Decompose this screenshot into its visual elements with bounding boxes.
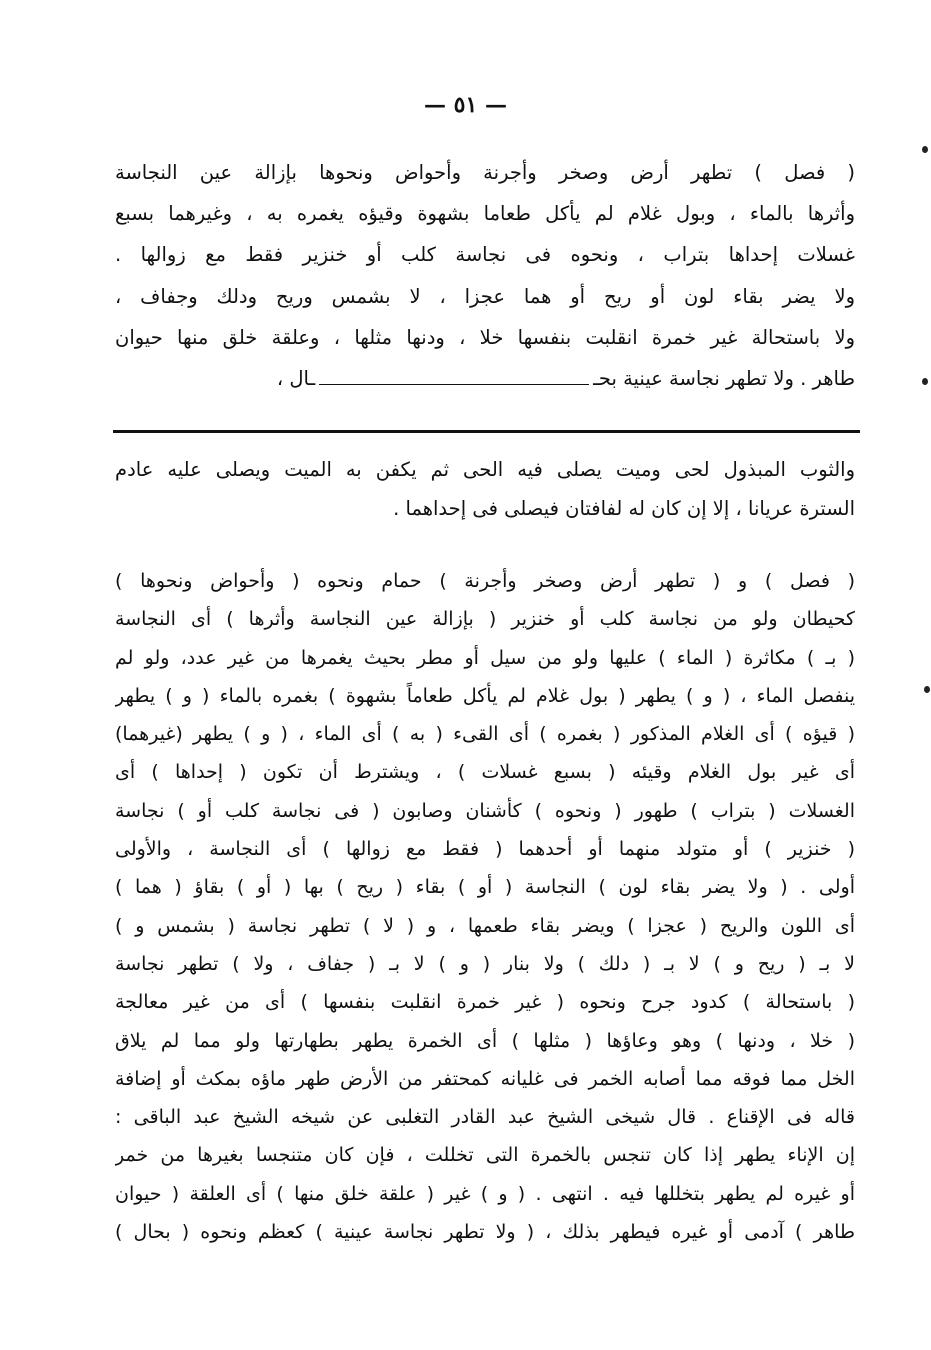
commentary-line: ( خلا ، ودنها ) وهو وعاؤها ( مثلها ) أى الخمرة يطهر بطهارتها ولو مما لم يلاق <box>115 1029 855 1052</box>
continuation-line: السترة عريانا ، إلا إن كان له لفافتان فيصلى فى إحداهما . <box>393 497 855 520</box>
matn-line: ولا يضر بقاء لون أو ريح أو هما عجزا ، لا بشمس وريح ودلك وجفاف ، <box>115 284 855 308</box>
commentary-line: إن الإناء يطهر إذا كان تنجس بالخمرة التى تخللت ، فإن كان متنجسا بغيرها من خمر <box>115 1144 855 1167</box>
matn-line: ( فصل ) تطهر أرض وصخر وأجرنة وأحواض ونحوها بإزالة عين النجاسة <box>115 161 855 184</box>
commentary-text <box>115 562 855 1251</box>
continuation-line: والثوب المبذول لحى وميت يصلى فيه الحى ثم يكفن به الميت ويصلى عليه عادم <box>115 458 855 481</box>
commentary-line: أو غيره لم يطهر بتخللها فيه . انتهى . ( و ) غير ( علقة خلق منها ) أى العلقة ( حيوان <box>115 1182 855 1205</box>
margin-ink-dot <box>922 378 928 385</box>
continuation-text <box>115 450 855 528</box>
commentary-line: لا بـ ( ريح و ) لا بـ ( دلك ) ولا بنار ( و ) لا بـ ( جفاف ، ولا ) تطهر نجاسة <box>115 952 855 975</box>
commentary-line: الغسلات ( بتراب ) طهور ( ونحوه ) كأشنان وصابون ( فى نجاسة كلب أو ) نجاسة <box>115 799 855 822</box>
margin-ink-dot <box>924 686 930 693</box>
commentary-line: ينفصل الماء ، ( و ) يطهر ( بول غلام لم يأكل طعاماً بشهوة ) بغمره بالماء ( و ) يطهر <box>115 684 855 707</box>
commentary-line: الخل مما فوقه مما أصابه الخمر فى غليانه كمحتفر من الأرض طهر ماؤه بمكث أو إضافة <box>115 1067 855 1090</box>
matn-line-last <box>115 358 855 399</box>
commentary-line: أولى . ( ولا يضر بقاء لون ) النجاسة ( أو ) بقاء ( ريح ) بها ( أو ) بقاؤ ( هما ) <box>115 876 855 899</box>
commentary-line: ( قيؤه ) أى الغلام المذكور ( بغمره ) أى القىء ( به ) أى الماء ، ( و ) يطهر (غيرهما) <box>115 723 855 746</box>
blank-fill-line <box>319 374 589 385</box>
commentary-line: طاهر ) آدمى أو غيره فيطهر بذلك ، ( ولا تطهر نجاسة عينية ) كعظم ونحوه ( بحال ) <box>115 1221 855 1244</box>
separator-rule <box>113 430 860 433</box>
commentary-line: قاله فى الإقناع . قال شيخى الشيخ عبد القادر التغلبى عن شيخه الشيخ عبد الباقى : <box>115 1106 855 1129</box>
matn-line: وأثرها بالماء ، وبول غلام لم يأكل طعاما بشهوة وقيؤه يغمره به ، وغيرهما بسبع <box>115 202 855 226</box>
matn-text <box>115 152 855 399</box>
matn-last-start: طاهر . ولا تطهر نجاسة عينية بحـ <box>593 366 855 390</box>
margin-ink-dot <box>922 146 928 153</box>
commentary-line: أى اللون والريح ( عجزا ) ويضر بقاء طعمها ، و ( لا ) تطهر نجاسة ( بشمس و ) <box>115 914 855 937</box>
commentary-line: كحيطان ولو من نجاسة كلب أو خنزير ( بإزالة عين النجاسة وأثرها ) أى النجاسة <box>115 608 855 631</box>
commentary-line: ( باستحالة ) كدود جرح ونحوه ( غير خمرة انقلبت بنفسها ) أى من غير معالجة <box>115 991 855 1014</box>
matn-line: ولا باستحالة غير خمرة انقلبت بنفسها خلا ، ودنها مثلها ، وعلقة خلق منها حيوان <box>115 325 855 349</box>
commentary-line: ( فصل ) و ( تطهر أرض وصخر وأجرنة ) حمام ونحوه ( وأحواض ونحوها ) <box>115 570 855 592</box>
commentary-line: أى غير بول الغلام وقيئه ( بسبع غسلات ) ، ويشترط أن تكون ( إحداها ) أى <box>115 761 855 784</box>
matn-line: غسلات إحداها بتراب ، ونحوه فى نجاسة كلب أو خنزير فقط مع زوالها . <box>115 243 855 267</box>
commentary-line: ( خنزير ) أو متولد منهما أو أحدهما ( فقط مع زوالها ) أى النجاسة ، والأولى <box>115 838 855 861</box>
commentary-line: ( بـ ) مكاثرة ( الماء ) عليها ولو من سيل أو مطر بحيث يغمرها من غير عدد، ولو لم <box>115 646 855 669</box>
page-number: — ٥١ — <box>424 92 507 118</box>
matn-last-end: ـال ، <box>276 366 316 390</box>
